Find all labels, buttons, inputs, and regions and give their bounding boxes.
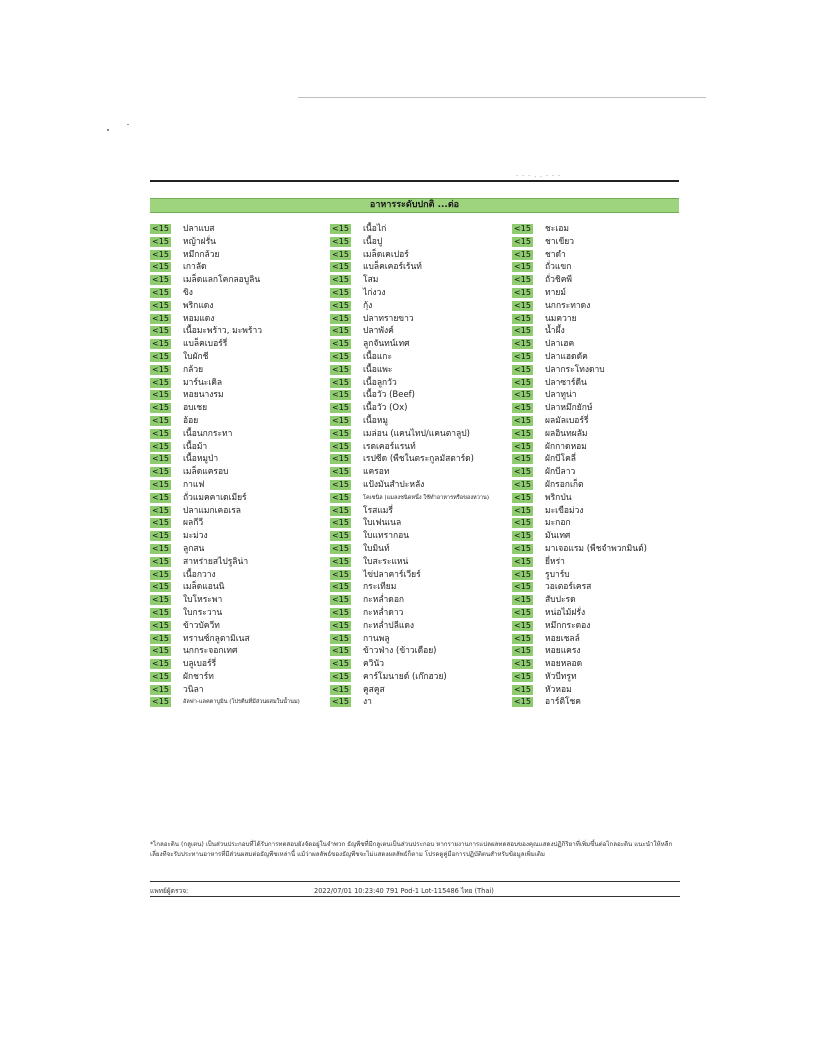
food-name: ผลกีวี xyxy=(183,518,204,529)
food-name: เนื้อวัว (Beef) xyxy=(363,390,415,401)
food-name: กุ้ง xyxy=(363,300,373,311)
level-badge: <15 xyxy=(512,659,533,669)
food-name: ใบสะระแหน่ xyxy=(363,556,409,567)
level-badge: <15 xyxy=(330,378,351,388)
level-badge: <15 xyxy=(512,314,533,324)
food-name: เนื้อวัว (Ox) xyxy=(363,403,408,414)
level-badge: <15 xyxy=(330,493,351,503)
level-badge: <15 xyxy=(512,416,533,426)
section-header-bar xyxy=(150,198,679,213)
food-name: เรปซีด (พืชในตระกูลมัสตาร์ด) xyxy=(363,454,474,465)
level-badge: <15 xyxy=(330,634,351,644)
food-name: ปลากระโทงดาบ xyxy=(545,364,605,375)
food-name: กานพลู xyxy=(363,633,390,644)
food-name: มาเจอแรม (พืชจำพวกมินต์) xyxy=(545,543,647,554)
food-name: หน่อไม้ฝรั่ง xyxy=(545,607,586,618)
level-badge: <15 xyxy=(330,454,351,464)
level-badge: <15 xyxy=(150,237,171,247)
food-name: เกาลัด xyxy=(183,262,207,273)
food-name: ไก่งวง xyxy=(363,287,386,298)
level-badge: <15 xyxy=(330,672,351,682)
food-name: กาแฟ xyxy=(183,479,205,490)
food-name: ถั่วแขก xyxy=(545,262,572,273)
footer-bottom-rule xyxy=(150,896,680,897)
level-badge: <15 xyxy=(150,467,171,477)
level-badge: <15 xyxy=(150,454,171,464)
level-badge: <15 xyxy=(330,314,351,324)
level-badge: <15 xyxy=(330,262,351,272)
food-name: ข้าวฟ่าง (ข้าวเดือย) xyxy=(363,646,437,657)
food-name: มะกอก xyxy=(545,518,571,529)
level-badge: <15 xyxy=(150,646,171,656)
level-badge: <15 xyxy=(330,339,351,349)
footer-top-rule xyxy=(150,881,680,882)
level-badge: <15 xyxy=(330,250,351,260)
food-name: ผักชาร์ท xyxy=(183,671,214,682)
food-name: หญ้าฝรั่น xyxy=(183,236,216,247)
level-badge: <15 xyxy=(512,288,533,298)
level-badge: <15 xyxy=(512,237,533,247)
food-name: แครอท xyxy=(363,467,390,478)
food-name: หมึกกระดอง xyxy=(545,620,591,631)
level-badge: <15 xyxy=(150,685,171,695)
level-badge: <15 xyxy=(150,378,171,388)
level-badge: <15 xyxy=(330,275,351,285)
food-name: วอเตอร์เครส xyxy=(545,582,592,593)
level-badge: <15 xyxy=(330,237,351,247)
level-badge: <15 xyxy=(512,608,533,618)
level-badge: <15 xyxy=(512,672,533,682)
faint-header-text: - - - , , - - - xyxy=(516,172,562,179)
level-badge: <15 xyxy=(150,544,171,554)
level-badge: <15 xyxy=(330,659,351,669)
food-name: ผักกาดหอม xyxy=(545,441,587,452)
food-name: โรสแมรี่ xyxy=(363,505,393,516)
level-badge: <15 xyxy=(150,608,171,618)
food-name: แป้งมันสำปะหลัง xyxy=(363,479,425,490)
level-badge: <15 xyxy=(512,595,533,605)
level-badge: <15 xyxy=(150,442,171,452)
food-name: บลูเบอร์รี่ xyxy=(183,659,217,670)
level-badge: <15 xyxy=(512,390,533,400)
food-name: คาร์โมนายด์ (เก๊กฮวย) xyxy=(363,671,447,682)
level-badge: <15 xyxy=(512,442,533,452)
report-info: 2022/07/01 10:23:40 791 Pod-1 Lot-115486 ไทย (Thai) xyxy=(314,887,494,895)
level-badge: <15 xyxy=(512,365,533,375)
top-divider-line xyxy=(298,97,706,98)
level-badge: <15 xyxy=(150,326,171,336)
level-badge: <15 xyxy=(150,570,171,580)
level-badge: <15 xyxy=(512,339,533,349)
level-badge: <15 xyxy=(150,634,171,644)
food-name: ทายม์ xyxy=(545,287,566,298)
food-name: เนื้อแกะ xyxy=(363,351,393,362)
level-badge: <15 xyxy=(512,378,533,388)
level-badge: <15 xyxy=(150,595,171,605)
food-name: นกกระจอกเทศ xyxy=(183,646,238,657)
food-name: กะหล่ำดอก xyxy=(363,595,405,606)
level-badge: <15 xyxy=(330,544,351,554)
level-badge: <15 xyxy=(330,685,351,695)
food-name: อัลฟา-แลคตาบูมิน (โปรตีนที่มีส่วนผสมในน้ำนม) xyxy=(183,699,300,706)
food-name: แบล็คเคอร์เร้นท์ xyxy=(363,262,422,273)
level-badge: <15 xyxy=(150,480,171,490)
level-badge: <15 xyxy=(150,301,171,311)
level-badge: <15 xyxy=(150,518,171,528)
food-name: กระเทียม xyxy=(363,582,397,593)
food-name: ลูกสน xyxy=(183,543,205,554)
level-badge: <15 xyxy=(330,582,351,592)
food-name: ใบเฟนเนล xyxy=(363,518,402,529)
level-badge: <15 xyxy=(150,531,171,541)
level-badge: <15 xyxy=(150,365,171,375)
food-name: หัวบีทรูท xyxy=(545,671,577,682)
food-name: สาหร่ายสไปรูลิน่า xyxy=(183,556,249,567)
food-name: ใบแทรากอน xyxy=(363,531,410,542)
food-name: คูสคูส xyxy=(363,684,385,695)
food-name: เนื้อม้า xyxy=(183,441,208,452)
food-name: ชาเขียว xyxy=(545,236,575,247)
level-badge: <15 xyxy=(330,480,351,490)
section-title: อาหารระดับปกติ ...ต่อ xyxy=(369,200,460,210)
level-badge: <15 xyxy=(512,570,533,580)
food-name: มาร์นะเคิล xyxy=(183,377,223,388)
food-name: โคเชนิล (แมลงชนิดหนึ่ง ใช้ทำอาหารหรือของหวาน) xyxy=(363,494,490,501)
food-name: ไข่ปลาคาร์เวียร์ xyxy=(363,569,421,580)
food-name: รูบาร์บ xyxy=(545,569,570,580)
food-name: หอมแดง xyxy=(183,313,215,324)
level-badge: <15 xyxy=(512,301,533,311)
level-badge: <15 xyxy=(150,659,171,669)
level-badge: <15 xyxy=(512,326,533,336)
level-badge: <15 xyxy=(150,262,171,272)
level-badge: <15 xyxy=(512,454,533,464)
level-badge: <15 xyxy=(512,557,533,567)
food-name: ปลาหมึกยักษ์ xyxy=(545,403,593,414)
food-name: เมล็ดแครอบ xyxy=(183,467,229,478)
level-badge: <15 xyxy=(150,390,171,400)
food-name: ลูกจันทน์เทศ xyxy=(363,339,410,350)
food-name: กล้วย xyxy=(183,364,204,375)
food-name: เมล็ดแอนนิ xyxy=(183,582,225,593)
level-badge: <15 xyxy=(150,339,171,349)
food-name: เนื้อหมู xyxy=(363,415,389,426)
food-name: เนื้อกวาง xyxy=(183,569,216,580)
food-name: ใบกระวาน xyxy=(183,607,223,618)
food-name: ผลอินทผลัม xyxy=(545,428,588,439)
level-badge: <15 xyxy=(330,390,351,400)
level-badge: <15 xyxy=(512,480,533,490)
food-name: น้ำผึ้ง xyxy=(545,326,565,337)
food-name: ถั่วชิคพี xyxy=(545,275,572,286)
level-badge: <15 xyxy=(150,416,171,426)
level-badge: <15 xyxy=(330,288,351,298)
level-badge: <15 xyxy=(150,697,171,707)
level-badge: <15 xyxy=(330,403,351,413)
level-badge: <15 xyxy=(512,531,533,541)
food-name: ควินัว xyxy=(363,659,385,670)
food-name: วนิลา xyxy=(183,684,204,695)
level-badge: <15 xyxy=(150,352,171,362)
level-badge: <15 xyxy=(330,595,351,605)
food-name: มันเทศ xyxy=(545,531,571,542)
food-name: ปลาทูน่า xyxy=(545,390,577,401)
food-name: พริกป่น xyxy=(545,492,572,503)
level-badge: <15 xyxy=(512,544,533,554)
food-name: มะม่วง xyxy=(183,531,208,542)
level-badge: <15 xyxy=(150,557,171,567)
level-badge: <15 xyxy=(150,506,171,516)
food-name: ผลมัลเบอร์รี่ xyxy=(545,415,589,426)
food-name: ถั่วแมคคาเดเมียร์ xyxy=(183,492,247,503)
food-name: เนื้อนกกระทา xyxy=(183,428,233,439)
food-name: งา xyxy=(363,697,372,708)
level-badge: <15 xyxy=(150,621,171,631)
level-badge: <15 xyxy=(330,518,351,528)
food-name: ใบมินท์ xyxy=(363,543,390,554)
food-name: ชาดำ xyxy=(545,249,566,260)
footnote-text: *ไกลอะดิน (กลูเตน) เป็นส่วนประกอบที่ได้รับการทดสอบยังจัดอยู่ในจำพวก ธัญพืชที่มีกลูเตนเป็นส่วนประกอบ หากรายงานการแปลผลทดสอบของคุณแสดงปฏิกิริยาที่เพิ่มขึ้นต่อไกลอะดิน แนะนำให้หลีกเลี่ยงทีจะรับประทานอาหารที่มีส่วนผสมต่อธัญพืชเหล่านี้ แม้ว่าผลลัพธ์ของธัญพืชจะไม่แสดงผลลัพธ์ก็ตาม โปรดดูคู่มือการปฏิบัติตนสำหรับข้อมูลเพิ่มเติม xyxy=(150,841,673,858)
food-name: สับปะรด xyxy=(545,595,576,606)
level-badge: <15 xyxy=(512,518,533,528)
food-name: หอยนางรม xyxy=(183,390,224,401)
level-badge: <15 xyxy=(512,634,533,644)
food-name: หมึกกล้วย xyxy=(183,249,220,260)
level-badge: <15 xyxy=(330,621,351,631)
level-badge: <15 xyxy=(330,697,351,707)
food-name: ผักรอกเก็ต xyxy=(545,479,584,490)
level-badge: <15 xyxy=(512,467,533,477)
food-name: เนื้อปู xyxy=(363,236,383,247)
food-name: อาร์ติโชค xyxy=(545,697,581,708)
level-badge: <15 xyxy=(330,365,351,375)
food-name: ทรานซ์กลูตามิเนส xyxy=(183,633,250,644)
level-badge: <15 xyxy=(330,416,351,426)
level-badge: <15 xyxy=(330,224,351,234)
food-name: ปลาเฮค xyxy=(545,339,575,350)
food-name: หัวหอม xyxy=(545,684,572,695)
food-name: ปลาแบส xyxy=(183,224,215,234)
level-badge: <15 xyxy=(512,429,533,439)
level-badge: <15 xyxy=(512,685,533,695)
level-badge: <15 xyxy=(512,646,533,656)
food-name: นกกระทาดง xyxy=(545,300,591,311)
food-name: ปลาทรายขาว xyxy=(363,313,414,324)
food-name: ปลาซาร์ดีน xyxy=(545,377,587,388)
level-badge: <15 xyxy=(330,301,351,311)
level-badge: <15 xyxy=(512,275,533,285)
food-name: ขิง xyxy=(183,287,193,298)
level-badge: <15 xyxy=(512,582,533,592)
reviewer-label: แพทย์ผู้ตรวจ: xyxy=(150,887,189,895)
food-name: เมล็ดเคเปอร์ xyxy=(363,249,409,260)
level-badge: <15 xyxy=(512,621,533,631)
level-badge: <15 xyxy=(150,314,171,324)
level-badge: <15 xyxy=(512,224,533,234)
level-badge: <15 xyxy=(330,467,351,477)
level-badge: <15 xyxy=(150,672,171,682)
food-name: มะเขือม่วง xyxy=(545,505,584,516)
level-badge: <15 xyxy=(330,570,351,580)
level-badge: <15 xyxy=(512,250,533,260)
level-badge: <15 xyxy=(330,442,351,452)
level-badge: <15 xyxy=(330,531,351,541)
level-badge: <15 xyxy=(150,224,171,234)
level-badge: <15 xyxy=(512,262,533,272)
food-name: ยี่หร่า xyxy=(545,556,565,567)
level-badge: <15 xyxy=(150,250,171,260)
food-name: หอยแครง xyxy=(545,646,581,657)
level-badge: <15 xyxy=(512,697,533,707)
level-badge: <15 xyxy=(512,403,533,413)
food-name: เมล่อน (แคนไทป/แคนตาลูป) xyxy=(363,428,470,439)
food-name: ปลาพังค์ xyxy=(363,326,394,337)
food-name: กะหล่ำปลีแดง xyxy=(363,620,415,631)
level-badge: <15 xyxy=(330,557,351,567)
level-badge: <15 xyxy=(330,608,351,618)
food-name: เนื้อลูกวัว xyxy=(363,377,397,388)
level-badge: <15 xyxy=(150,493,171,503)
food-name: ข้าวบัควีท xyxy=(183,620,220,631)
food-name: เนื้อมะพร้าว, มะพร้าว xyxy=(183,326,262,337)
food-name: ผักบีลาว xyxy=(545,467,576,478)
level-badge: <15 xyxy=(150,288,171,298)
food-name: เนื้อไก่ xyxy=(363,224,387,234)
scan-speck xyxy=(107,129,109,131)
report-footer xyxy=(150,886,680,896)
level-badge: <15 xyxy=(150,582,171,592)
food-name: เมล็ดแลกโคกลอบูลิน xyxy=(183,275,261,286)
level-badge: <15 xyxy=(512,506,533,516)
food-name: ใบผักชี xyxy=(183,351,209,362)
level-badge: <15 xyxy=(150,275,171,285)
food-name: หอยหลอด xyxy=(545,659,583,670)
level-badge: <15 xyxy=(150,403,171,413)
level-badge: <15 xyxy=(150,429,171,439)
level-badge: <15 xyxy=(330,429,351,439)
food-name: กะหล่ำดาว xyxy=(363,607,404,618)
food-name: ใบโหระพา xyxy=(183,595,223,606)
food-name: นมควาย xyxy=(545,313,577,324)
food-name: โสม xyxy=(363,275,379,286)
level-badge: <15 xyxy=(330,352,351,362)
food-name: ปลาแมกเคอเรล xyxy=(183,505,241,516)
food-name: เนื้อแพะ xyxy=(363,364,393,375)
food-name: ปลาแฮดดัค xyxy=(545,351,588,362)
food-name: อ้อย xyxy=(183,415,199,426)
level-badge: <15 xyxy=(512,352,533,362)
level-badge: <15 xyxy=(330,646,351,656)
food-name: อบเชย xyxy=(183,403,208,414)
section-top-rule xyxy=(150,180,679,182)
level-badge: <15 xyxy=(512,493,533,503)
food-name: ผักบีโคลี่ xyxy=(545,454,576,465)
food-name: เรดเคอร์แรนท์ xyxy=(363,441,416,452)
scan-speck xyxy=(127,124,129,125)
level-badge: <15 xyxy=(330,326,351,336)
food-name: แบล็คเบอร์รี่ xyxy=(183,339,228,350)
food-name: พริกแดง xyxy=(183,300,214,311)
food-name: ชะเอม xyxy=(545,224,569,234)
food-name: เนื้อหมูป่า xyxy=(183,454,219,465)
level-badge: <15 xyxy=(330,506,351,516)
food-name: หอยเชลล์ xyxy=(545,633,580,644)
